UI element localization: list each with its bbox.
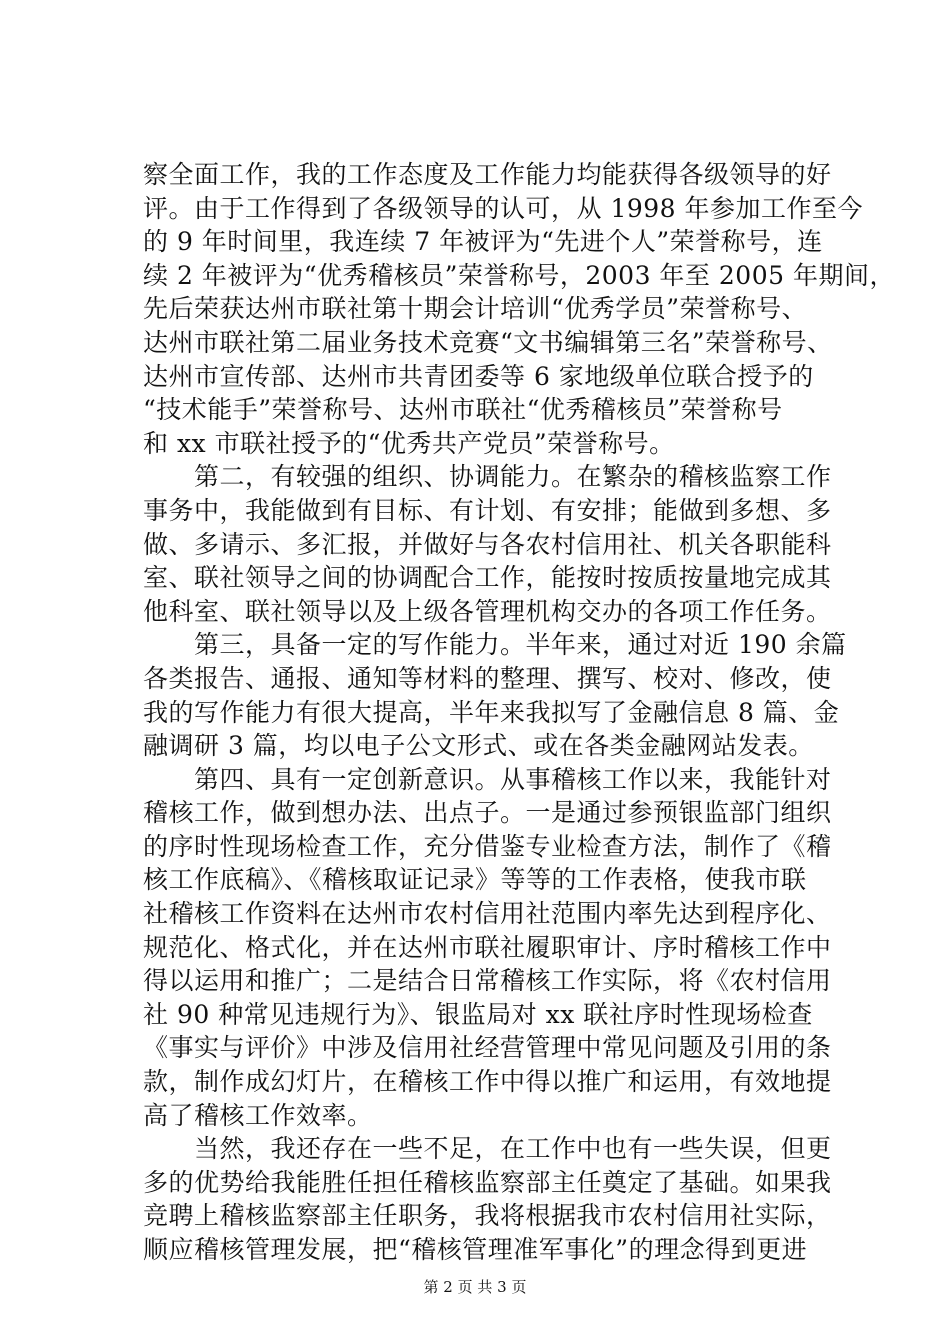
text-line: 核工作底稿》、《稽核取证记录》等等的工作表格，使我市联 xyxy=(143,865,807,895)
text-line: 察全面工作，我的工作态度及工作能力均能获得各级领导的好 xyxy=(143,160,832,189)
document-body xyxy=(143,158,895,1267)
text-line: “技术能手”荣誉称号、达州市联社“优秀稽核员”荣誉称号 xyxy=(143,395,783,425)
text-line: 《事实与评价》中涉及信用社经营管理中常见问题及引用的条 xyxy=(143,1033,832,1063)
text-line: 第二，有较强的组织、协调能力。在繁杂的稽核监察工作 xyxy=(143,462,832,492)
text-line: 我的写作能力有很大提高，半年来我拟写了金融信息 8 篇、金 xyxy=(143,697,840,727)
text-line: 社稽核工作资料在达州市农村信用社范围内率先达到程序化、 xyxy=(143,899,832,929)
text-line: 第三，具备一定的写作能力。半年来，通过对近 190 余篇 xyxy=(143,630,847,660)
text-line: 当然，我还存在一些不足，在工作中也有一些失误，但更 xyxy=(143,1134,832,1164)
text-line: 高了稽核工作效率。 xyxy=(143,1100,373,1130)
text-line: 事务中，我能做到有目标、有计划、有安排；能做到多想、多 xyxy=(143,495,832,525)
text-line: 的 9 年时间里，我连续 7 年被评为“先进个人”荣誉称号，连 xyxy=(143,227,823,257)
text-line: 达州市宣传部、达州市共青团委等 6 家地级单位联合授予的 xyxy=(143,361,814,391)
text-line: 稽核工作，做到想办法、出点子。一是通过参预银监部门组织 xyxy=(143,798,832,828)
text-line: 得以运用和推广；二是结合日常稽核工作实际，将《农村信用 xyxy=(143,966,832,996)
text-line: 续 2 年被评为“优秀稽核员”荣誉称号，2003 年至 2005 年期间， xyxy=(143,260,895,290)
page-footer: 第 2 页 共 3 页 xyxy=(423,1278,527,1296)
text-line: 评。由于工作得到了各级领导的认可，从 1998 年参加工作至今 xyxy=(143,193,864,223)
text-line: 款，制作成幻灯片，在稽核工作中得以推广和运用，有效地提 xyxy=(143,1067,832,1097)
text-line: 融调研 3 篇，均以电子公文形式、或在各类金融网站发表。 xyxy=(143,731,814,761)
text-line: 社 90 种常见违规行为》、银监局对 xx 联社序时性现场检查 xyxy=(143,999,813,1029)
text-line: 第四、具有一定创新意识。从事稽核工作以来，我能针对 xyxy=(143,764,832,794)
text-line: 各类报告、通报、通知等材料的整理、撰写、校对、修改，使 xyxy=(143,663,832,693)
text-line: 顺应稽核管理发展，把“稽核管理准军事化”的理念得到更进 xyxy=(143,1235,808,1264)
text-line: 和 xx 市联社授予的“优秀共产党员”荣誉称号。 xyxy=(143,428,675,458)
text-line: 多的优势给我能胜任担任稽核监察部主任奠定了基础。如果我 xyxy=(143,1167,832,1197)
text-line: 做、多请示、多汇报，并做好与各农村信用社、机关各职能科 xyxy=(143,529,832,559)
text-line: 竞聘上稽核监察部主任职务，我将根据我市农村信用社实际， xyxy=(143,1201,832,1231)
text-line: 的序时性现场检查工作，充分借鉴专业检查方法，制作了《稽 xyxy=(143,831,832,861)
text-line: 规范化、格式化，并在达州市联社履职审计、序时稽核工作中 xyxy=(143,932,832,962)
text-line: 达州市联社第二届业务技术竞赛“文书编辑第三名”荣誉称号、 xyxy=(143,327,833,357)
text-line: 他科室、联社领导以及上级各管理机构交办的各项工作任务。 xyxy=(143,596,832,626)
text-line: 先后荣获达州市联社第十期会计培训“优秀学员”荣誉称号、 xyxy=(143,294,808,324)
text-line: 室、联社领导之间的协调配合工作，能按时按质按量地完成其 xyxy=(143,563,832,593)
